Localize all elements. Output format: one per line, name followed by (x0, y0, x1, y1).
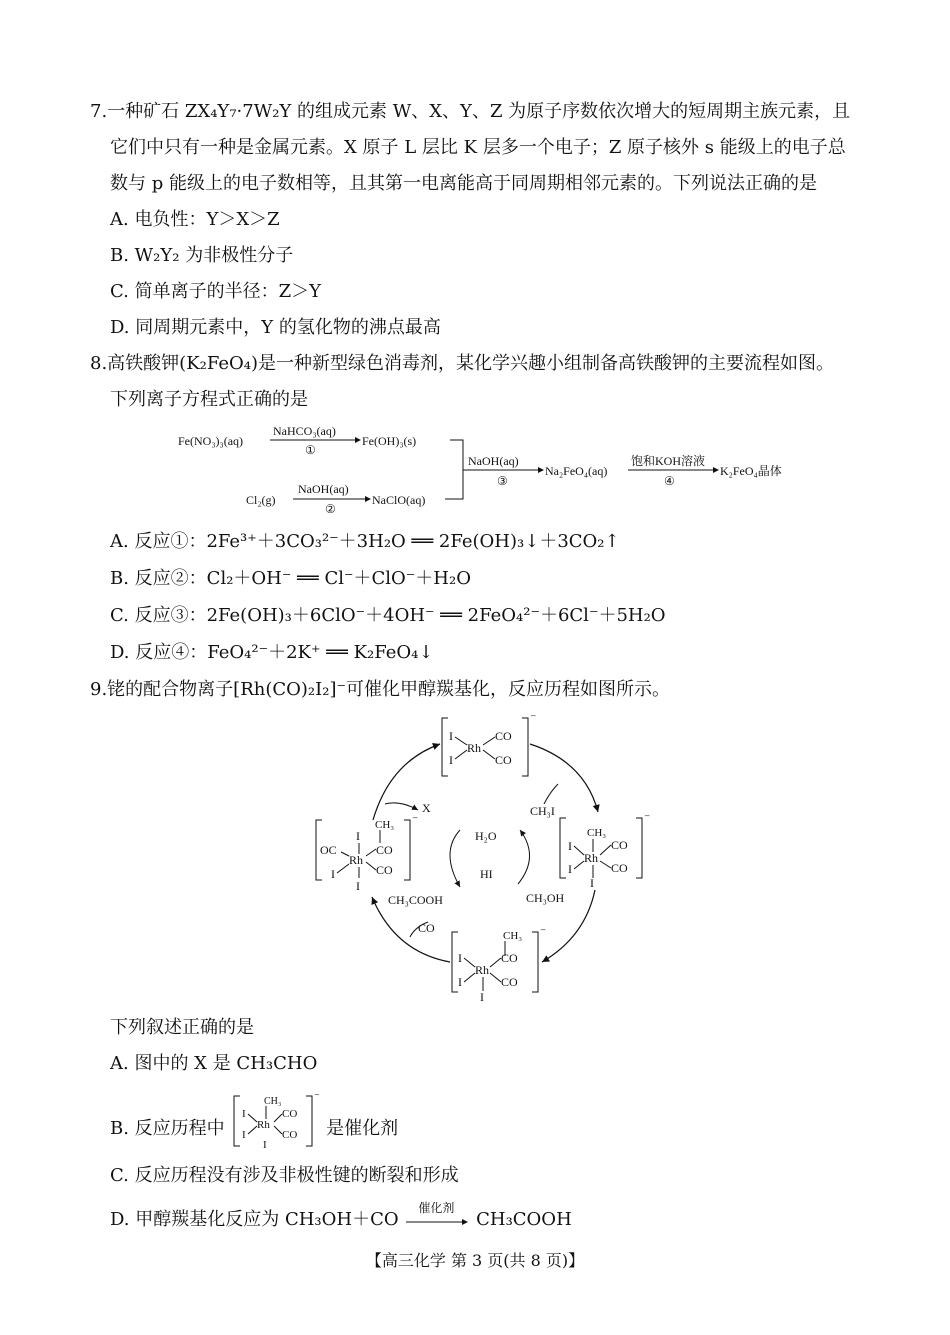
flow-r2-num: ② (325, 502, 336, 516)
page-footer: 【高三化学 第 3 页(共 8 页)】 (365, 1251, 585, 1270)
flow-bracket (445, 440, 463, 499)
svg-text:Rh: Rh (349, 853, 364, 867)
svg-text:CO: CO (282, 1108, 298, 1120)
q8-option-a: A. 反应①：2Fe³⁺＋3CO₃²⁻＋3H₂O ══ 2Fe(OH)₃↓＋3CO₂↑ (110, 531, 620, 552)
svg-text:I: I (263, 1139, 268, 1150)
q9-option-b-post: 是催化剂 (326, 1118, 399, 1139)
flow-arrow3-head (538, 467, 544, 473)
q9-ask: 下列叙述正确的是 (110, 1017, 254, 1038)
label-ch3oh: CH₃OH (526, 891, 565, 905)
q9-stem-line1: 9.铑的配合物离子[Rh(CO)₂I₂]⁻可催化甲醇羰基化，反应历程如图所示。 (90, 679, 670, 700)
svg-text:I: I (242, 1129, 247, 1141)
svg-text:⁻: ⁻ (412, 813, 419, 827)
q9-option-d-arrow (404, 1201, 470, 1232)
svg-text:I: I (480, 990, 484, 1002)
q8-stem-line1: 8.高铁酸钾(K₂FeO₄)是一种新型绿色消毒剂，某化学兴趣小组制备高铁酸钾的主要流程如图。 (90, 353, 835, 374)
svg-text:CO: CO (495, 753, 512, 767)
flow-start2: Cl₂(g) (246, 493, 276, 507)
q7-option-d: D. 同周期元素中，Y 的氢化物的沸点最高 (110, 317, 441, 338)
arrow-ch3i-in (544, 784, 558, 804)
label-h2o: H₂O (475, 829, 497, 843)
flow-arrow2-head (365, 496, 371, 502)
svg-text:CH₃: CH₃ (587, 827, 607, 839)
q7-option-b: B. W₂Y₂ 为非极性分子 (110, 245, 294, 266)
flow-r3-num: ③ (497, 474, 508, 488)
flow-prod4: K₂FeO₄晶体 (720, 464, 782, 478)
svg-text:Rh: Rh (475, 963, 490, 977)
complex-left (316, 813, 418, 893)
flow-r3-reagent: NaOH(aq) (468, 454, 519, 468)
catalyst-label: 催化剂 (418, 1201, 455, 1215)
svg-text:I: I (458, 951, 462, 965)
svg-text:⁻: ⁻ (530, 712, 537, 725)
arrow-inner-left (450, 830, 460, 887)
svg-text:I: I (568, 839, 572, 853)
svg-text:Rh: Rh (584, 851, 599, 865)
flow-prod1: Fe(OH)₃(s) (362, 434, 417, 448)
q9-option-d (110, 1201, 572, 1232)
q9-option-c: C. 反应历程没有涉及非极性键的断裂和形成 (110, 1165, 459, 1186)
arrow-x-out (385, 803, 418, 810)
svg-text:CO: CO (376, 863, 393, 877)
svg-text:Rh: Rh (257, 1119, 271, 1131)
q9-option-a: A. 图中的 X 是 CH₃CHO (110, 1053, 318, 1074)
complex-bottom (452, 925, 546, 1002)
svg-text:I: I (449, 729, 453, 743)
q7-stem-line3: 数与 p 能级上的电子数相等，且其第一电离能高于同周期相邻元素的。下列说法正确的是 (110, 173, 817, 194)
q8-flowchart (170, 420, 820, 520)
q9-option-b-pre: B. 反应历程中 (110, 1118, 225, 1139)
q8-option-b: B. 反应②：Cl₂＋OH⁻ ══ Cl⁻＋ClO⁻＋H₂O (110, 568, 471, 589)
label-ch3i: CH₃I (530, 804, 555, 818)
label-x: X (422, 801, 431, 815)
q8-option-d: D. 反应④：FeO₄²⁻＋2K⁺ ══ K₂FeO₄↓ (110, 642, 434, 663)
q7-stem-line1: 7.一种矿石 ZX₄Y₇·7W₂Y 的组成元素 W、X、Y、Z 为原子序数依次增大的短周期主族元素，且 (90, 101, 851, 122)
flow-r2-reagent: NaOH(aq) (298, 482, 349, 496)
svg-text:I: I (356, 829, 360, 843)
q8-option-c: C. 反应③：2Fe(OH)₃＋6ClO⁻＋4OH⁻ ══ 2FeO₄²⁻＋6Cl⁻＋5H₂O (110, 605, 666, 626)
svg-text:CO: CO (611, 838, 628, 852)
svg-text:CO: CO (376, 843, 393, 857)
svg-text:I: I (458, 975, 462, 989)
svg-text:Rh: Rh (467, 741, 482, 755)
svg-text:OC: OC (320, 843, 337, 857)
complex-right (560, 811, 650, 890)
q9-option-b (110, 1091, 399, 1150)
q7-option-c: C. 简单离子的半径：Z＞Y (110, 281, 321, 302)
flow-r1-num: ① (305, 443, 316, 457)
label-hi: HI (480, 867, 493, 881)
flow-start1: Fe(NO₃)₃(aq) (178, 434, 244, 448)
cycle-arrow-top-to-right (530, 744, 598, 812)
svg-text:I: I (242, 1108, 247, 1120)
complex-top (442, 712, 536, 776)
svg-text:CO: CO (495, 729, 512, 743)
svg-text:CO: CO (282, 1129, 298, 1141)
svg-text:I: I (568, 862, 572, 876)
svg-text:CO: CO (501, 975, 518, 989)
svg-text:I: I (449, 753, 453, 767)
q9-option-b-complex (230, 1090, 320, 1150)
svg-text:I: I (356, 879, 360, 893)
flow-arrow1-head (355, 437, 361, 443)
svg-text:⁻: ⁻ (314, 1091, 321, 1103)
svg-text:I: I (331, 867, 335, 881)
q7-option-a: A. 电负性：Y＞X＞Z (110, 209, 280, 230)
flow-r1-reagent: NaHCO₃(aq) (273, 424, 336, 438)
arrow-inner-right (518, 830, 530, 884)
svg-text:CO: CO (611, 861, 628, 875)
q9-catalytic-cycle (300, 712, 670, 1002)
flow-r4-reagent: 饱和KOH溶液 (631, 454, 705, 468)
q9-option-d-pre: D. 甲醇羰基化反应为 CH₃OH＋CO (110, 1209, 399, 1230)
label-ch3cooh: CH₃COOH (388, 893, 443, 907)
svg-text:CH₃: CH₃ (375, 819, 395, 831)
svg-text:⁻: ⁻ (644, 811, 651, 825)
svg-text:CH₃: CH₃ (503, 930, 523, 942)
label-co-in: CO (418, 921, 435, 935)
q8-stem-line2: 下列离子方程式正确的是 (110, 389, 308, 410)
flow-r4-num: ④ (664, 474, 675, 488)
svg-text:I: I (590, 876, 594, 890)
flow-prod2: NaClO(aq) (372, 493, 426, 507)
flow-prod3: Na₂FeO₄(aq) (545, 464, 608, 478)
svg-text:CH₃: CH₃ (264, 1096, 282, 1107)
svg-text:CO: CO (501, 951, 518, 965)
flow-arrow4-head (713, 467, 719, 473)
svg-text:⁻: ⁻ (540, 925, 547, 939)
q7-stem-line2: 它们中只有一种是金属元素。X 原子 L 层比 K 层多一个电子；Z 原子核外 s 能级上的电子总 (110, 137, 846, 158)
q9-option-d-post: CH₃COOH (476, 1209, 572, 1230)
